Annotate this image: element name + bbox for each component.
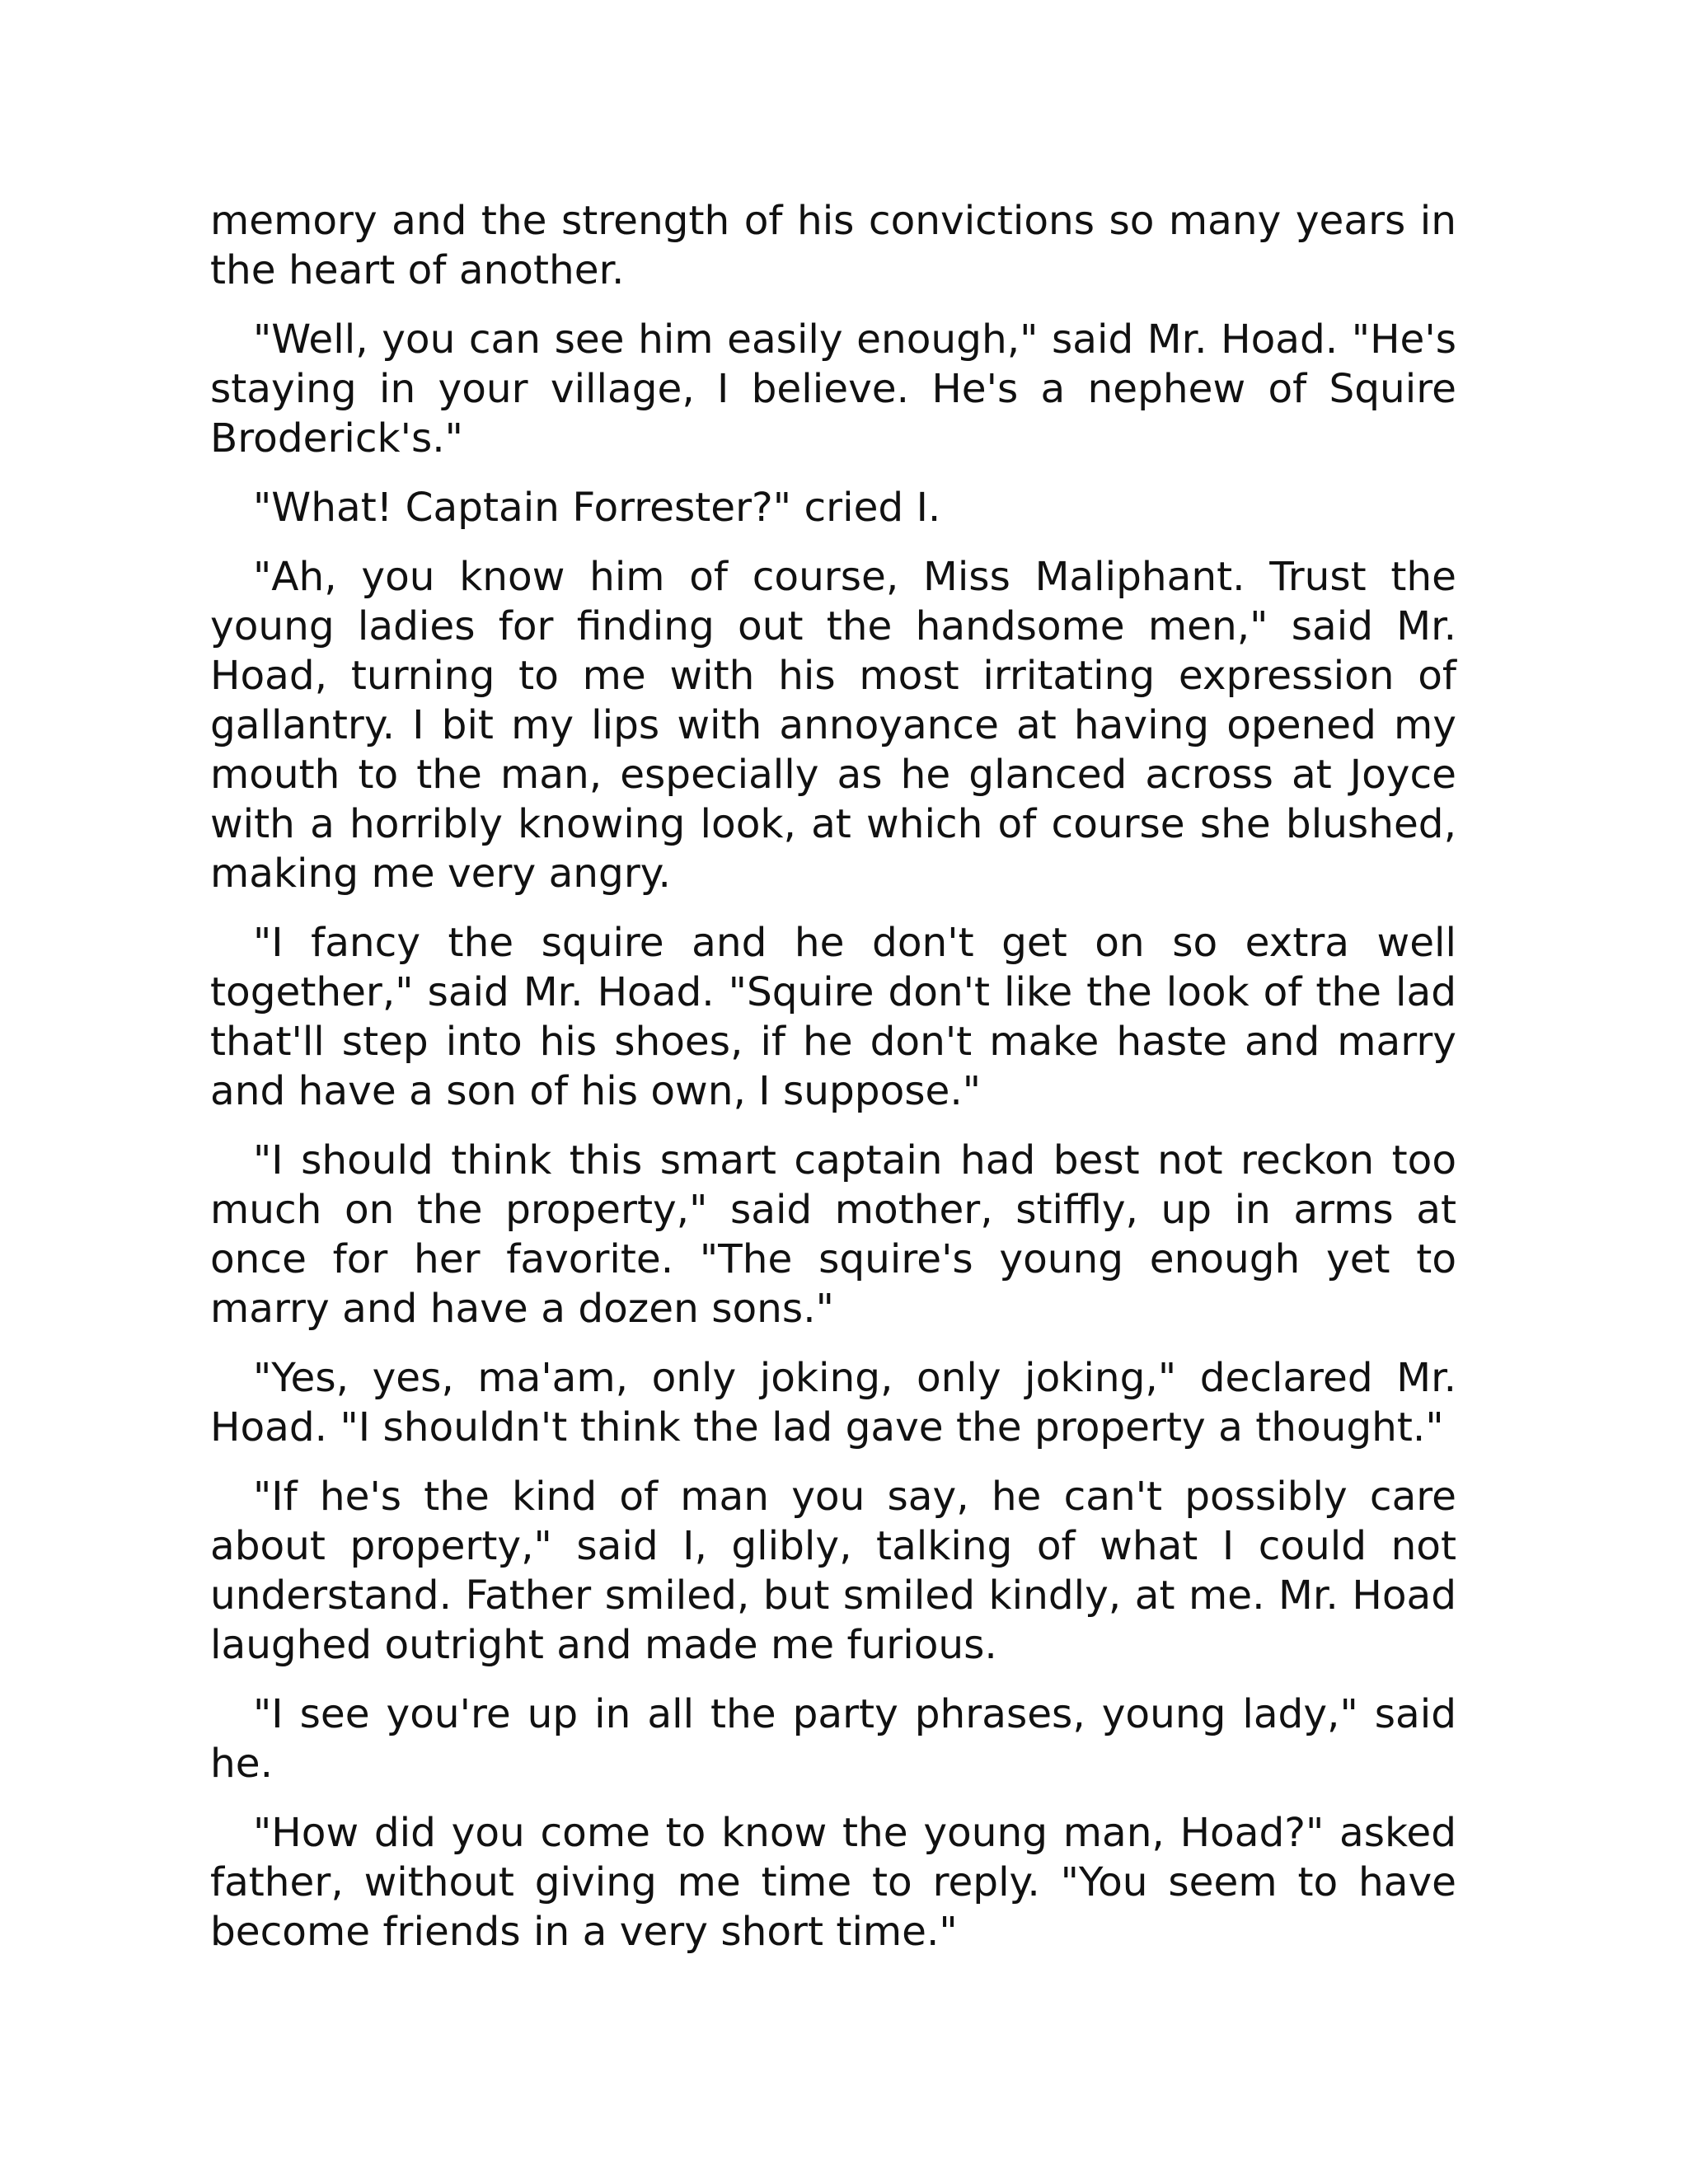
paragraph-10: "How did you come to know the young man, Hoad?" asked father, without giving me time to reply. "You seem to have become friends in a very short time." (210, 1810, 1456, 1955)
paragraph-6: "I should think this smart captain had best not reckon too much on the property," said mother, stiffly, up in arms at once for her favorite. "The squire's young enough yet to marry and have a dozen sons." (210, 1137, 1456, 1332)
paragraph-4: "Ah, you know him of course, Miss Maliphant. Trust the young ladies for finding out the handsome men," said Mr. Hoad, turning to me with his most irritating expression of gallantry. I bit my lips with annoyance at having opened my mouth to the man, especially as he glanced across at Joyce with a horribly knowing look, at which of course she blushed, making me very angry. (210, 554, 1456, 897)
paragraph-7: "Yes, yes, ma'am, only joking, only joking," declared Mr. Hoad. "I shouldn't think the lad gave the property a thought." (210, 1355, 1456, 1451)
page-text (210, 196, 1456, 1976)
paragraph-1: memory and the strength of his convictions so many years in the heart of another. (210, 198, 1456, 293)
paragraph-3: "What! Captain Forrester?" cried I. (253, 485, 941, 531)
paragraph-5: "I fancy the squire and he don't get on so extra well together," said Mr. Hoad. "Squire don't like the look of the lad that'll step into his shoes, if he don't make haste and marry and have a son of his own, I suppose." (210, 920, 1456, 1114)
paragraph-8: "If he's the kind of man you say, he can't possibly care about property," said I, glibly, talking of what I could not understand. Father smiled, but smiled kindly, at me. Mr. Hoad laughed outright and made me furious. (210, 1474, 1456, 1668)
paragraph-2: "Well, you can see him easily enough," said Mr. Hoad. "He's staying in your village, I believe. He's a nephew of Squire Broderick's." (210, 316, 1456, 462)
paragraph-9: "I see you're up in all the party phrases, young lady," said he. (210, 1691, 1456, 1787)
